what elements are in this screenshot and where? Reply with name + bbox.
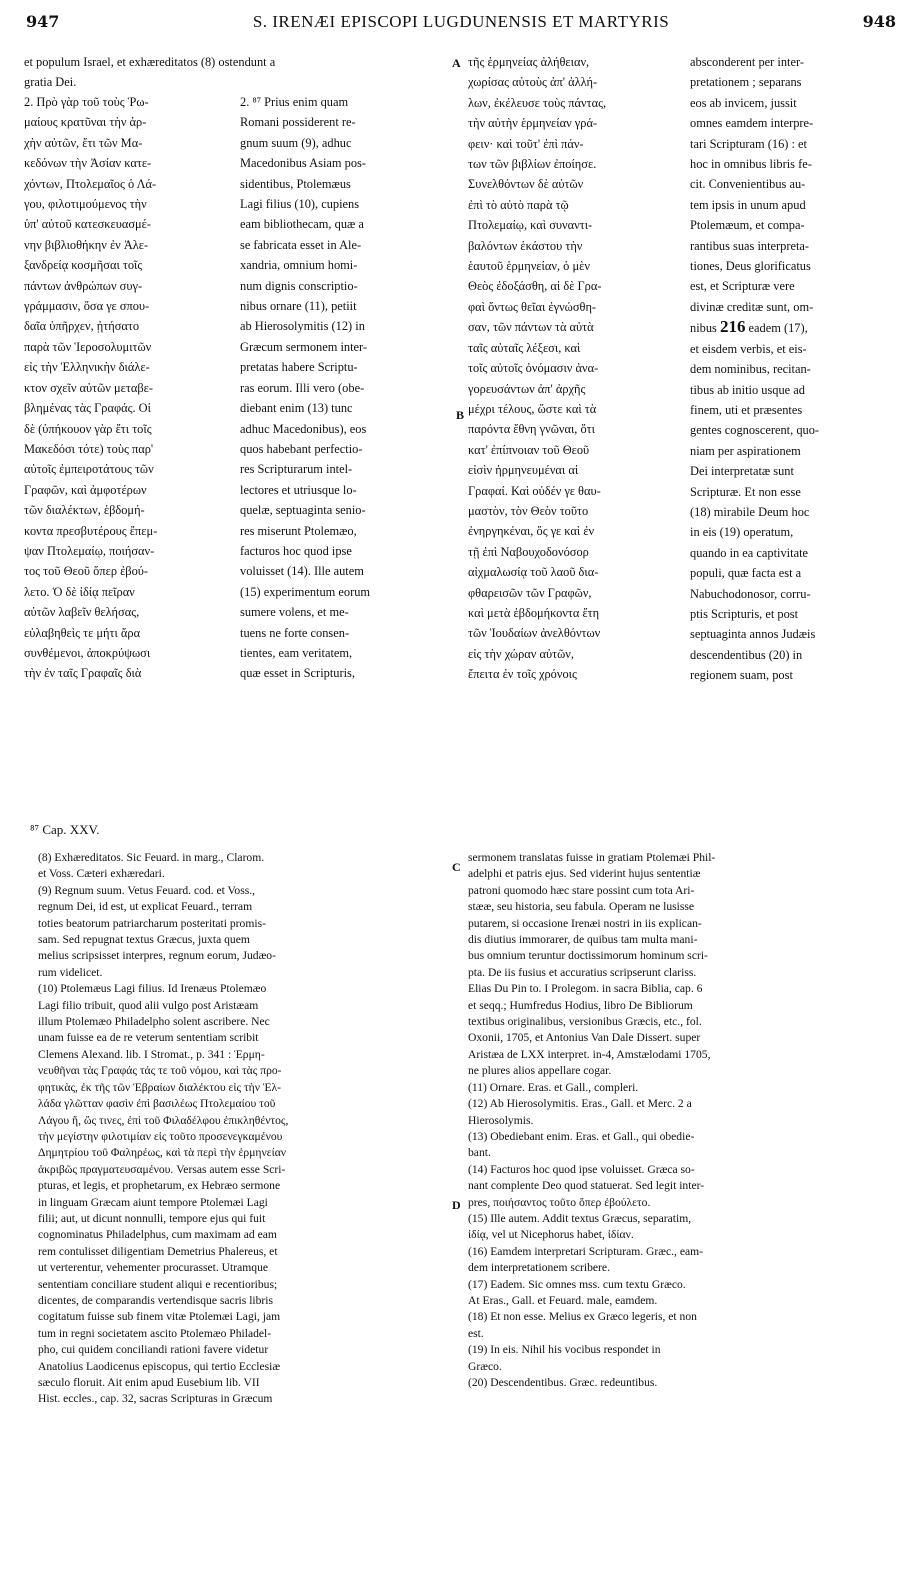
text-line: (18) mirabile Deum hoc — [690, 504, 810, 519]
text-line: absconderent per inter- — [690, 55, 804, 69]
text-line: (15) Ille autem. Addit textus Græcus, separatim, — [468, 1211, 692, 1225]
text-line: tum in regni societatem ascito Ptolemæo Philadel- — [38, 1326, 272, 1340]
text-line: (12) Ab Hierosolymitis. Eras., Gall. et Merc. 2 a — [468, 1097, 692, 1111]
text-line: et eisdem verbis, et eis- — [690, 341, 807, 356]
text-line: λάδα γλῶτταν φασὶν ἐπὶ βασιλέως Πτολεμαίου τοῦ — [38, 1097, 276, 1111]
text-line: τῆς ἑρμηνείας ἀλήθειαν, — [468, 55, 590, 69]
text-line: Lagi filio tribuit, quod alii vulgo post Aristæam — [38, 998, 259, 1012]
text-line: pturas, et legis, et prophetarum, ex Hebræo sermone — [38, 1179, 281, 1193]
text-line: χὴν αὐτῶν, ἔτι τῶν Μα- — [24, 135, 143, 150]
text-line: omnes eamdem interpre- — [690, 116, 814, 131]
text-line: κοντα πρεσβυτέρους ἔπεμ- — [24, 523, 158, 538]
text-line: Nabuchodonosor, corru- — [690, 586, 811, 601]
text-line: καὶ μετὰ ἑβδομήκοντα ἔτη — [468, 605, 600, 620]
text-line: (8) Exhæreditatos. Sic Feuard. in marg., Clarom. — [38, 851, 265, 864]
text-line: num dignis conscriptio- — [240, 278, 358, 293]
text-line: Aristæa de LXX interpret. in-4, Amstælodami 1705, — [468, 1047, 711, 1061]
text-line: αἰχμαλωσίᾳ τοῦ λαοῦ δια- — [468, 565, 599, 580]
text-line: dem nominibus, recitan- — [690, 362, 811, 377]
text-line: et Voss. Cæteri exhæredari. — [38, 867, 165, 881]
text-line: ἀκριβῶς πραγματευσαμένου. Versas autem esse Scri- — [38, 1162, 286, 1176]
text-line: χόντων, Πτολεμαῖος ὁ Λά- — [24, 176, 157, 191]
text-line: νην βιβλιοθήκην ἐν Ἀλε- — [24, 237, 149, 252]
text-line: pho, cui quidem conciliandi rationi favere videtur — [38, 1343, 269, 1357]
latin-column-left — [240, 92, 447, 684]
text-line: Συνελθόντων δὲ αὐτῶν — [468, 177, 584, 192]
text-line: dicentes, de comparandis vertendisque sacris libris — [38, 1293, 274, 1307]
text-line: gentes cognoscerent, quo- — [690, 423, 820, 438]
text-line: in linguam Græcam aiunt tempore Ptolemæi Lagi — [38, 1195, 268, 1209]
text-line: τος τοῦ Θεοῦ ὅπερ ἐβού- — [24, 564, 149, 579]
text-line: εὐλαβηθεὶς τε μήτι ἄρα — [24, 625, 141, 640]
text-line: μαστὸν, τὸν Θεὸν τοῦτο — [468, 503, 589, 518]
text-line: Γραφῶν, καὶ ἀμφοτέρων — [24, 482, 147, 497]
text-line: Μακεδόσι τότε) τοὺς παρ' — [24, 441, 154, 456]
text-line: tientes, eam veritatem, — [240, 645, 353, 660]
text-line: rantibus suas interpreta- — [690, 238, 810, 253]
text-line: tem ipsis in unum apud — [690, 197, 806, 212]
text-line: χωρίσας αὐτοὺς ἀπ' ἀλλή- — [468, 75, 598, 90]
text-line: tuens ne forte consen- — [240, 625, 350, 640]
text-line: ptis Scripturis, et post — [690, 606, 799, 621]
text-line: Anatolius Laodicenus episcopus, qui tertio Ecclesiæ — [38, 1359, 281, 1373]
text-line: Θεὸς ἐδοξάσθη, αἱ δὲ Γρα- — [468, 279, 602, 294]
text-line: sam. Sed repugnat textus Græcus, juxta quem — [38, 933, 250, 947]
text-line: tibus ab initio usque ad — [690, 382, 805, 397]
margin-letter-a: A — [452, 56, 461, 70]
text-line: in eis (19) operatum, — [690, 525, 794, 540]
margin-letter-d: D — [452, 1198, 461, 1212]
text-line: ut verterentur, vehementer procurasset. Utramque — [38, 1261, 269, 1275]
text-line: divinæ creditæ sunt, om- — [690, 299, 814, 314]
running-header — [26, 12, 896, 46]
text-line: voluisset (14). Ille autem — [240, 564, 364, 579]
latin-column-right — [690, 52, 898, 686]
text-line: εἰς τὴν Ἑλληνικὴν διάλε- — [24, 360, 150, 375]
text-line: ne plures alios appellare cogar. — [468, 1064, 612, 1078]
text-line: adelphi et patris ejus. Sed viderint hujus sententiæ — [468, 867, 701, 881]
text-line: sententiam conciliare student aliqui e recentioribus; — [38, 1277, 278, 1291]
text-line: φητικὰς, ἐκ τῆς τῶν Ἑβραίων διαλέκτου εἰς τὴν Ἑλ- — [38, 1080, 281, 1094]
text-line: δαῖα ὑπῆρχεν, ᾐτήσατο — [24, 319, 140, 334]
footnotes-right — [468, 850, 900, 1391]
text-line: (18) Et non esse. Melius ex Græco legeris, et non — [468, 1310, 697, 1324]
text-line: ἰδίᾳ, vel ut Nicephorus habet, ἰδίαν. — [468, 1228, 634, 1242]
text-line: συνθέμενοι, ἀποκρύψωσι — [24, 645, 151, 660]
text-line: τῶν διαλέκτων, ἑβδομή- — [24, 503, 145, 518]
text-line: pretatas habere Scriptu- — [240, 360, 358, 375]
chapter-note: ⁸⁷ Cap. XXV. — [30, 822, 100, 837]
text-line: gnum suum (9), adhuc — [240, 135, 352, 150]
text-line: (10) Ptolemæus Lagi filius. Id Irenæus Ptolemæo — [38, 982, 267, 996]
text-line: dis diutius immorarer, de quibus tam multa mani- — [468, 933, 698, 947]
footnotes-left — [38, 850, 446, 1408]
text-line: (9) Regnum suum. Vetus Feuard. cod. et Voss., — [38, 883, 256, 897]
text-line: Clemens Alexand. lib. I Stromat., p. 341 : Ἑρμη- — [38, 1047, 265, 1061]
text-line: ὑπ' αὐτοῦ κατεσκευασμέ- — [24, 217, 151, 232]
text-line: sæculo floruit. Ait enim apud Eusebium lib. VII — [38, 1376, 260, 1389]
text-line: regionem suam, post — [690, 668, 793, 683]
text-line: Scripturæ. Et non esse — [690, 484, 801, 499]
text-line: Romani possiderent re- — [240, 115, 356, 130]
text-line: Macedonibus Asiam pos- — [240, 156, 366, 171]
text-line: tari Scripturam (16) : et — [690, 136, 807, 151]
text-line: φθαρεισῶν τῶν Γραφῶν, — [468, 585, 592, 600]
greek-column-right — [468, 52, 686, 685]
text-line: Hierosolymis. — [468, 1113, 534, 1127]
text-line: Græcum sermonem inter- — [240, 339, 368, 354]
text-line: dem interpretationem scribere. — [468, 1261, 610, 1275]
text-line: βαλόντων ἑκάστου τὴν — [468, 238, 583, 253]
text-line: εἰς τὴν χώραν αὐτῶν, — [468, 646, 574, 661]
text-line: patroni quomodo hæc stare possint cum tota Ari- — [468, 883, 695, 897]
text-line: Oxonii, 1705, et Antonius Van Dale Dissert. super — [468, 1031, 701, 1045]
text-line: cit. Convenientibus au- — [690, 177, 806, 192]
text-line: παρὰ τῶν Ἱεροσολυμιτῶν — [24, 339, 152, 354]
text-line: σαν, τῶν πάντων τὰ αὐτὰ — [468, 320, 594, 335]
text-line: rem contulisset diligentiam Demetrius Phalereus, et — [38, 1244, 278, 1258]
text-line: ταῖς αὐταῖς λέξεσι, καὶ — [468, 340, 581, 355]
text-line: τῶν Ἰουδαίων ἀνελθόντων — [468, 626, 601, 641]
text-line: facturos hoc quod ipse — [240, 543, 352, 558]
margin-letter-b: B — [456, 408, 465, 422]
text-line: nibus 216 eadem (17), — [690, 317, 808, 337]
text-line: quelæ, septuaginta senio- — [240, 503, 366, 518]
running-title: S. IRENÆI EPISCOPI LUGDUNENSIS ET MARTYRIS — [252, 12, 670, 31]
margin-letter-c: C — [452, 860, 461, 874]
text-line: lectores et utriusque lo- — [240, 482, 357, 497]
text-line: Γραφαί. Καὶ οὐδέν γε θαυ- — [468, 483, 601, 498]
text-line: τὴν μεγίστην φιλοτιμίαν εἰς τοῦτο προσενεγκαμένου — [38, 1129, 283, 1143]
text-line: γράμμασιν, ὅσα γε σπου- — [24, 299, 150, 314]
text-line: Elias Du Pin to. I Prolegom. in sacra Biblia, cap. 6 — [468, 982, 703, 996]
text-line: filii; aut, ut dicunt nonnulli, tempore ejus qui fuit — [38, 1211, 266, 1225]
text-line: ἐνηργηκέναι, ὅς γε καὶ ἐν — [468, 524, 595, 539]
text-line: Hist. eccles., cap. 32, sacras Scripturas in Græcum — [38, 1392, 273, 1406]
text-line: Lagi filius (10), cupiens — [240, 197, 360, 212]
text-line: Dei interpretatæ sunt — [690, 464, 794, 479]
text-line: xandria, omnium homi- — [240, 258, 358, 273]
text-line: των τῶν βιβλίων ἐποίησε. — [468, 157, 597, 172]
text-line: (13) Obediebant enim. Eras. et Gall., qui obedie- — [468, 1129, 695, 1143]
text-line: νευθῆναι τὰς Γραφάς τάς τε τοῦ νόμου, καὶ τὰς προ- — [38, 1064, 282, 1078]
text-line: (19) In eis. Nihil his vocibus respondet in — [468, 1343, 661, 1357]
text-line: (15) experimentum eorum — [240, 584, 371, 599]
text-line: gratia Dei. — [24, 75, 77, 90]
text-line: Πτολεμαίῳ, καὶ συναντι- — [468, 218, 593, 233]
greek-column-left — [24, 52, 454, 93]
text-line: αὐτοῖς ἐμπειροτάτους τῶν — [24, 462, 154, 477]
text-line: nant complente Deo quod statuerat. Sed legit inter- — [468, 1179, 705, 1193]
text-line: tiones, Deus glorificatus — [690, 259, 811, 274]
text-line: sidentibus, Ptolemæus — [240, 176, 351, 191]
text-line: quæ esset in Scripturis, — [240, 666, 355, 681]
text-line: putarem, si occasione Irenæi nostri in iis explican- — [468, 916, 702, 930]
text-line: ξανδρείᾳ κοσμῆσαι τοῖς — [24, 258, 143, 273]
text-line: res miserunt Ptolemæo, — [240, 523, 357, 538]
page-number-right: 948 — [862, 12, 896, 31]
text-line: stææ, seu historia, seu fabula. Operam ne lusisse — [468, 900, 695, 914]
text-line: unam fuisse ea de re veterum sententiam scribit — [38, 1031, 259, 1045]
column-number: 216 — [719, 317, 746, 337]
text-line: πάντων ἀνθρώπων συγ- — [24, 278, 143, 293]
text-line: cogitatum fuisse sub finem vitæ Ptolemæi Lagi, jam — [38, 1310, 281, 1324]
text-line: hoc in omnibus libris fe- — [690, 157, 812, 172]
text-line: τὴν αὐτὴν ἑρμηνείαν γρά- — [468, 116, 598, 131]
text-line: et seqq.; Humfredus Hodius, libro De Bibliorum — [468, 998, 693, 1012]
text-line: (11) Ornare. Eras. et Gall., compleri. — [468, 1080, 639, 1094]
text-line: melius scripsisset interpres, regnum eorum, Judæo- — [38, 949, 276, 963]
text-line: βλημένας τὰς Γραφάς. Οἱ — [24, 401, 151, 416]
text-line: Græco. — [468, 1359, 502, 1373]
text-line: δὲ (ὑπήκουον γὰρ ἔτι τοῖς — [24, 421, 152, 436]
text-line: κτον σχεῖν αὐτῶν μεταβε- — [24, 380, 153, 395]
text-line: pres, ποιήσαντος τοῦτο ὅπερ ἐβούλετο. — [468, 1195, 651, 1209]
text-line: φαὶ ὄντως θεῖαι ἐγνώσθη- — [468, 299, 597, 314]
text-line: adhuc Macedonibus), eos — [240, 421, 367, 436]
text-line: τὴν ἐν ταῖς Γραφαῖς διὰ — [24, 666, 142, 681]
text-line: κεδόνων τὴν Ἀσίαν κατε- — [24, 156, 152, 171]
text-line: textibus originalibus, versionibus Græcis, etc., fol. — [468, 1015, 702, 1029]
text-line: descendentibus (20) in — [690, 647, 803, 662]
text-line: se fabricata esset in Ale- — [240, 237, 362, 252]
text-line: At Eras., Gall. et Feuard. male, eamdem. — [468, 1293, 658, 1307]
text-line: μέχρι τέλους, ὥστε καὶ τὰ — [468, 401, 597, 416]
text-line: Δημητρίου τοῦ Φαληρέως, καὶ τὰ περὶ τὴν ἑρμηνείαν — [38, 1146, 287, 1160]
text-line: sumere volens, et me- — [240, 605, 349, 620]
text-line: et populum Israel, et exhæreditatos (8) ostendunt a — [24, 55, 276, 69]
text-line: (17) Eadem. Sic omnes mss. cum textu Græco. — [468, 1277, 686, 1291]
text-line: ψαν Πτολεμαίῳ, ποιήσαν- — [24, 543, 155, 558]
text-line: toties beatorum patriarcharum posteritati promis- — [38, 916, 266, 930]
text-line: (14) Facturos hoc quod ipse voluisset. Græca so- — [468, 1162, 695, 1176]
page-number-left: 947 — [26, 12, 60, 31]
text-line: ἑαυτοῦ ἑρμηνείαν, ὁ μὲν — [468, 259, 590, 274]
text-line: populi, quæ facta est a — [690, 566, 802, 581]
text-line: λετο. Ὁ δὲ ἰδίᾳ πεῖραν — [24, 584, 135, 599]
text-line: Ptolemæum, et compa- — [690, 218, 805, 233]
text-line: γορευσάντων ἀπ' ἀρχῆς — [468, 381, 586, 396]
text-line: Λάγου ἤ, ὥς τινες, ἐπὶ τοῦ Φιλαδέλφου ἐπικληθέντος, — [38, 1113, 289, 1127]
text-line: (16) Eamdem interpretari Scripturam. Græc., eam- — [468, 1244, 704, 1258]
text-line: ab Hierosolymitis (12) in — [240, 319, 365, 334]
text-line: quando in ea captivitate — [690, 545, 809, 560]
text-line: bant. — [468, 1146, 491, 1160]
text-line: bus omnium teruntur doctissimorum hominum scri- — [468, 949, 708, 963]
text-line: μαίους κρατῦναι τὴν ἀρ- — [24, 115, 147, 130]
text-line: res Scripturarum intel- — [240, 462, 353, 477]
text-line: παρόντα ἔθνη γνῶναι, ὅτι — [468, 422, 595, 437]
text-line: τῇ ἐπὶ Ναβουχοδονόσορ — [468, 544, 589, 559]
text-line: ἔπειτα ἐν τοῖς χρόνοις — [468, 667, 577, 682]
text-line: septuaginta annos Judæis — [690, 627, 816, 642]
text-line: eam bibliothecam, quæ a — [240, 217, 364, 232]
text-line: nibus ornare (11), petiit — [240, 299, 357, 314]
text-line: cognominatus Philadelphus, cum maximam ad eam — [38, 1228, 277, 1242]
text-line: diebant enim (13) tunc — [240, 401, 353, 416]
text-line: 2. ⁸⁷ Prius enim quam — [240, 95, 349, 109]
text-line: regnum Dei, id est, ut explicat Feuard., terram — [38, 900, 253, 914]
text-line: pta. De iis fusius et accuratius scripserunt clariss. — [468, 965, 697, 979]
text-line: ras eorum. Illi vero (obe- — [240, 380, 365, 395]
text-line: φειν· καὶ τοῦτ' ἐπὶ πάν- — [468, 136, 584, 151]
text-line: κατ' ἐπίπνοιαν τοῦ Θεοῦ — [468, 442, 590, 457]
text-line: sermonem translatas fuisse in gratiam Ptolemæi Phil- — [468, 851, 716, 864]
text-line: γου, φιλοτιμούμενος τὴν — [24, 197, 147, 212]
text-line: rum videlicet. — [38, 965, 103, 979]
text-line: αὐτῶν λαβεῖν θελήσας, — [24, 605, 140, 620]
text-line: est, et Scripturæ vere — [690, 279, 795, 294]
text-line: 2. Πρὸ γὰρ τοῦ τοὺς Ῥω- — [24, 95, 149, 109]
text-line: eos ab invicem, jussit — [690, 95, 797, 110]
text-line: est. — [468, 1326, 484, 1340]
text-line: λων, ἐκέλευσε τοὺς πάντας, — [468, 95, 607, 110]
text-line: εἰσὶν ἡρμηνευμέναι αἱ — [468, 463, 579, 478]
text-line: niam per aspirationem — [690, 443, 801, 458]
text-line: (20) Descendentibus. Græc. redeuntibus. — [468, 1376, 658, 1389]
text-line: τοῖς αὐτοῖς ὀνόμασιν ἀνα- — [468, 361, 599, 376]
text-line: illum Ptolemæo Philadelpho solent ascribere. Nec — [38, 1015, 270, 1029]
text-line: pretationem ; separans — [690, 75, 802, 90]
text-line: finem, uti et præsentes — [690, 402, 803, 417]
text-line: quos habebant perfectio- — [240, 441, 363, 456]
text-line: ἐπὶ τὸ αὐτὸ παρὰ τῷ — [468, 197, 569, 212]
greek-text-left — [24, 92, 236, 684]
